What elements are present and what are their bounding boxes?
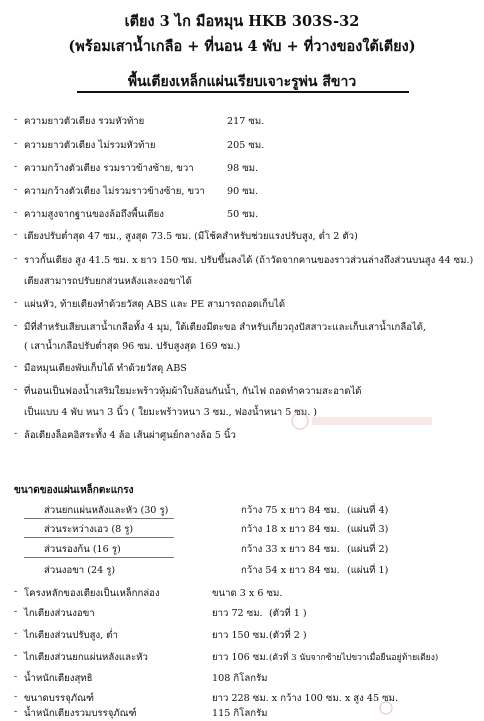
spec-label: ไกเตียงส่วนปรับสูง, ต่ำ [24,630,118,641]
spec-label: น้ำหนักเตียงสุทธิ [24,673,93,684]
bullet-dash: - [14,114,18,125]
bullet-dash: - [14,361,18,372]
spec-value: ยาว 106 ซม. [212,652,269,663]
bullet-dash: - [14,161,18,172]
bullet-dash: - [14,207,18,218]
feature-text: มือหมุนเตียงพับเก็บได้ ทำด้วยวัสดุ ABS [24,363,187,374]
spec-value: 115 กิโลกรัม [212,708,268,719]
bullet-dash: - [14,606,18,617]
sheet-dimensions: กว้าง 75 x ยาว 84 ซม. [241,505,340,516]
sheet-part-label: ส่วนยกแผ่นหลังและหัว (30 รู) [44,505,169,516]
spec-value: ยาว 228 ซม. x กว้าง 100 ซม. x สูง 45 ซม. [212,693,399,704]
divider [24,537,174,538]
watermark-icon [378,700,394,716]
spec-label: ความสูงจากฐานของล้อถึงพื้นเตียง [24,209,164,220]
spec-value: ยาว 150 ซม. [212,630,269,641]
spec-value: 217 ซม. [227,116,265,127]
feature-text: แผ่นหัว, ท้ายเตียงทำด้วยวัสดุ ABS และ PE สามารถถอดเก็บได้ [24,299,286,310]
divider [24,518,174,519]
bullet-dash: - [14,428,18,439]
spec-label: ความยาวตัวเตียง ไม่รวมหัวท้าย [24,140,156,151]
bullet-dash: - [14,586,18,597]
spec-note: (ตัวที่ 3 นับจากซ้ายไปขวาเมื่อยืนอยู่ท้ายเตียง) [269,653,439,663]
divider [24,557,174,558]
bullet-dash: - [14,184,18,195]
feature-text: มีที่สำหรับเสียบเสาน้ำเกลือทั้ง 4 มุม, ใต้เตียงมีตะขอ สำหรับเกี่ยวถุงปัสสาวะและเก็บเสาน้ำเกลือได้, [24,322,427,333]
bullet-dash: - [14,384,18,395]
bullet-dash: - [14,138,18,149]
feature-mattress-cont: เป็นแบบ 4 พับ หนา 3 นิ้ว ( ใยมะพร้าวหนา 3 ซม., ฟองน้ำหนา 5 ซม. ) [24,407,318,418]
spec-label: ความกว้างตัวเตียง รวมราวข้างซ้าย, ขวา [24,163,194,174]
bullet-dash: - [14,297,18,308]
bullet-dash: - [14,229,18,240]
sheet-dimensions: กว้าง 54 x ยาว 84 ซม. [241,565,340,576]
spec-label: ความกว้างตัวเตียง ไม่รวมราวข้างซ้าย, ขวา [24,186,205,197]
spec-label: ขนาดบรรจุภัณฑ์ [24,693,94,704]
spec-value: 50 ซม. [227,209,259,220]
spec-value: 108 กิโลกรัม [212,673,268,684]
spec-note: (ตัวที่ 2 ) [269,630,307,641]
product-includes: (พร้อมเสาน้ำเกลือ + ที่นอน 4 พับ + ที่วางของใต้เตียง) [68,38,416,55]
spec-label: ไกเตียงส่วนยกแผ่นหลังและหัว [24,652,148,663]
bullet-dash: - [14,253,18,264]
sheet-number: (แผ่นที่ 2) [347,544,389,555]
sheet-dimensions: กว้าง 33 x ยาว 84 ซม. [241,544,340,555]
spec-label: โครงหลักของเตียงเป็นเหล็กกล่อง [24,588,160,599]
spec-value: 98 ซม. [227,163,259,174]
sheet-number: (แผ่นที่ 4) [347,505,389,516]
sheet-part-label: ส่วนระหว่างเอว (8 รู) [44,524,134,535]
bullet-dash: - [14,706,18,717]
bullet-dash: - [14,671,18,682]
feature-rails-cont: เตียงสามารถปรับยกส่วนหลังและงอขาได้ [24,276,192,287]
sheet-number: (แผ่นที่ 3) [347,524,389,535]
spec-value: 90 ซม. [227,186,259,197]
spec-value: ยาว 72 ซม. [212,608,263,619]
product-title: เตียง 3 ไก มือหมุน HKB 303S-32 [124,13,360,30]
spec-label: ความยาวตัวเตียง รวมหัวท้าย [24,116,145,127]
spec-note: (ตัวที่ 1 ) [269,608,307,619]
sheet-part-label: ส่วนรองก้น (16 รู) [44,544,121,555]
feature-text: เตียงปรับต่ำสุด 47 ซม., สูงสุด 73.5 ซม. (มีโช้คสำหรับช่วยแรงปรับสูง, ต่ำ 2 ตัว) [24,231,358,242]
sheet-section-title: ขนาดของแผ่นเหล็กตะแกรง [14,485,134,496]
sheet-dimensions: กว้าง 18 x ยาว 84 ซม. [241,524,340,535]
sheet-part-label: ส่วนงอขา (24 รู) [44,565,116,576]
bullet-dash: - [14,320,18,331]
spec-value: 205 ซม. [227,140,265,151]
spec-value: ขนาด 3 x 6 ซม. [212,588,283,599]
feature-text: ที่นอนเป็นฟองน้ำเสริมใยมะพร้าวหุ้มผ้าใบล้อนกันน้ำ, กันไฟ ถอดทำความสะอาดได้ [24,386,362,397]
feature-pole-cont: ( เสาน้ำเกลือปรับต่ำสุด 96 ซม. ปรับสูงสุด 169 ซม.) [24,341,241,352]
bullet-dash: - [14,691,18,702]
bullet-dash: - [14,628,18,639]
watermark-logo [290,408,440,434]
subtitle-underline [77,91,409,93]
bullet-dash: - [14,650,18,661]
product-subtitle: พื้นเตียงเหล็กแผ่นเรียบเจาะรูพ่น สีขาว [127,74,357,90]
spec-label: น้ำหนักเตียงรวมบรรจุภัณฑ์ [24,708,137,719]
feature-text: ล้อเตียงล็อคอิสระทั้ง 4 ล้อ เส้นผ่าศูนย์กลางล้อ 5 นิ้ว [24,430,236,441]
feature-text: ราวกั้นเตียง สูง 41.5 ซม. x ยาว 150 ซม. ปรับขึ้นลงได้ (ถ้าวัดจากคานของราวส่วนล่างถึงส่วนบนสูง 44 ซม.) [24,255,474,266]
sheet-number: (แผ่นที่ 1) [347,565,389,576]
spec-label: ไกเตียงส่วนงอขา [24,608,95,619]
